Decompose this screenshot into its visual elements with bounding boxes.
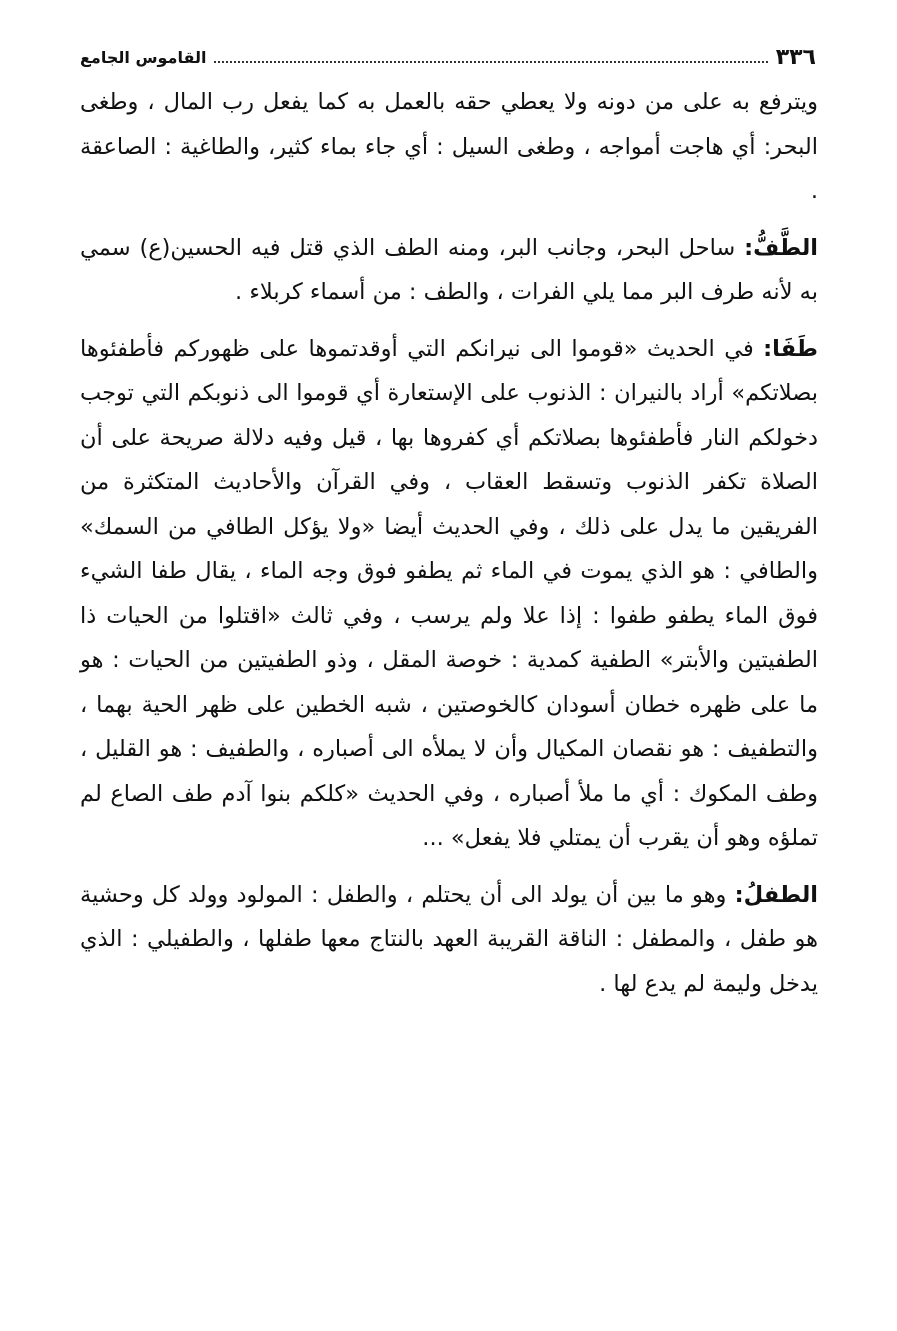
dictionary-entry <box>80 327 818 861</box>
entry-definition: وهو ما بين أن يولد الى أن يحتلم ، والطفل : المولود وولد كل وحشية هو طفل ، والمطفل : الناقة القريبة العهد بالنتاج معها طفلها ، والطفيلي : الذي يدخل وليمة لم يدع لها . <box>80 881 818 997</box>
entry-definition: ساحل البحر، وجانب البر، ومنه الطف الذي قتل فيه الحسين(ع) سمي به لأنه طرف البر مما يلي الفرات ، والطف : من أسماء كربلاء . <box>80 234 818 305</box>
page-number: ٣٣٦ <box>775 45 816 70</box>
page-body <box>80 80 818 1006</box>
entry-headword: الطَّفُّ: <box>744 234 818 261</box>
running-header <box>80 30 818 74</box>
dotted-leader <box>214 60 767 63</box>
dictionary-entry <box>80 873 818 1007</box>
paragraph-text: ويترفع به على من دونه ولا يعطي حقه بالعمل به كما يفعل رب المال ، وطغى البحر: أي هاجت أمواجه ، وطغى السيل : أي جاء بماء كثير، والطاغية : الصاعقة . <box>80 89 818 204</box>
entry-definition: في الحديث «قوموا الى نيرانكم التي أوقدتموها على ظهوركم فأطفئوها بصلاتكم» أراد بالنيران : الذنوب على الإستعارة أي قوموا الى ذنوبكم التي توجب دخولكم النار فأطفئوها بصلاتكم أي كفروها بها ، قيل وفيه دلالة صريحة على أن الصلاة تكفر الذنوب وتسقط العقاب ، وفي القرآن والأحاديث المتكثرة من الفريقين ما يدل على ذلك ، وفي الحديث أيضا «ولا يؤكل الطافي من السمك» والطافي : هو الذي يموت في الماء ثم يطفو فوق وجه الماء ، يقال طفا الشيء فوق الماء يطفو طفوا : إذا علا ولم يرسب ، وفي ثالث «اقتلوا من الحيات ذا الطفيتين والأبتر» الطفية كمدية : خوصة المقل ، وذو الطفيتين من الحيات : هو ما على ظهره خطان أسودان كالخوصتين ، شبه الخطين على ظهر الحية بهما ، والتطفيف : هو نقصان المكيال وأن لا يملأه الى أصباره ، والطفيف : هو القليل ، وطف المكوك : أي ما ملأ أصباره ، وفي الحديث «كلكم بنوا آدم طف الصاع لم تملؤه وهو أن يقرب أن يمتلي فلا يفعل» ... <box>80 335 818 851</box>
dictionary-entry <box>80 226 818 315</box>
paragraph <box>80 80 818 214</box>
entry-headword: طَفَا: <box>763 335 818 362</box>
book-title: القاموس الجامع <box>80 48 207 67</box>
entry-headword: الطفلُ: <box>734 881 818 908</box>
book-page <box>80 30 818 1018</box>
